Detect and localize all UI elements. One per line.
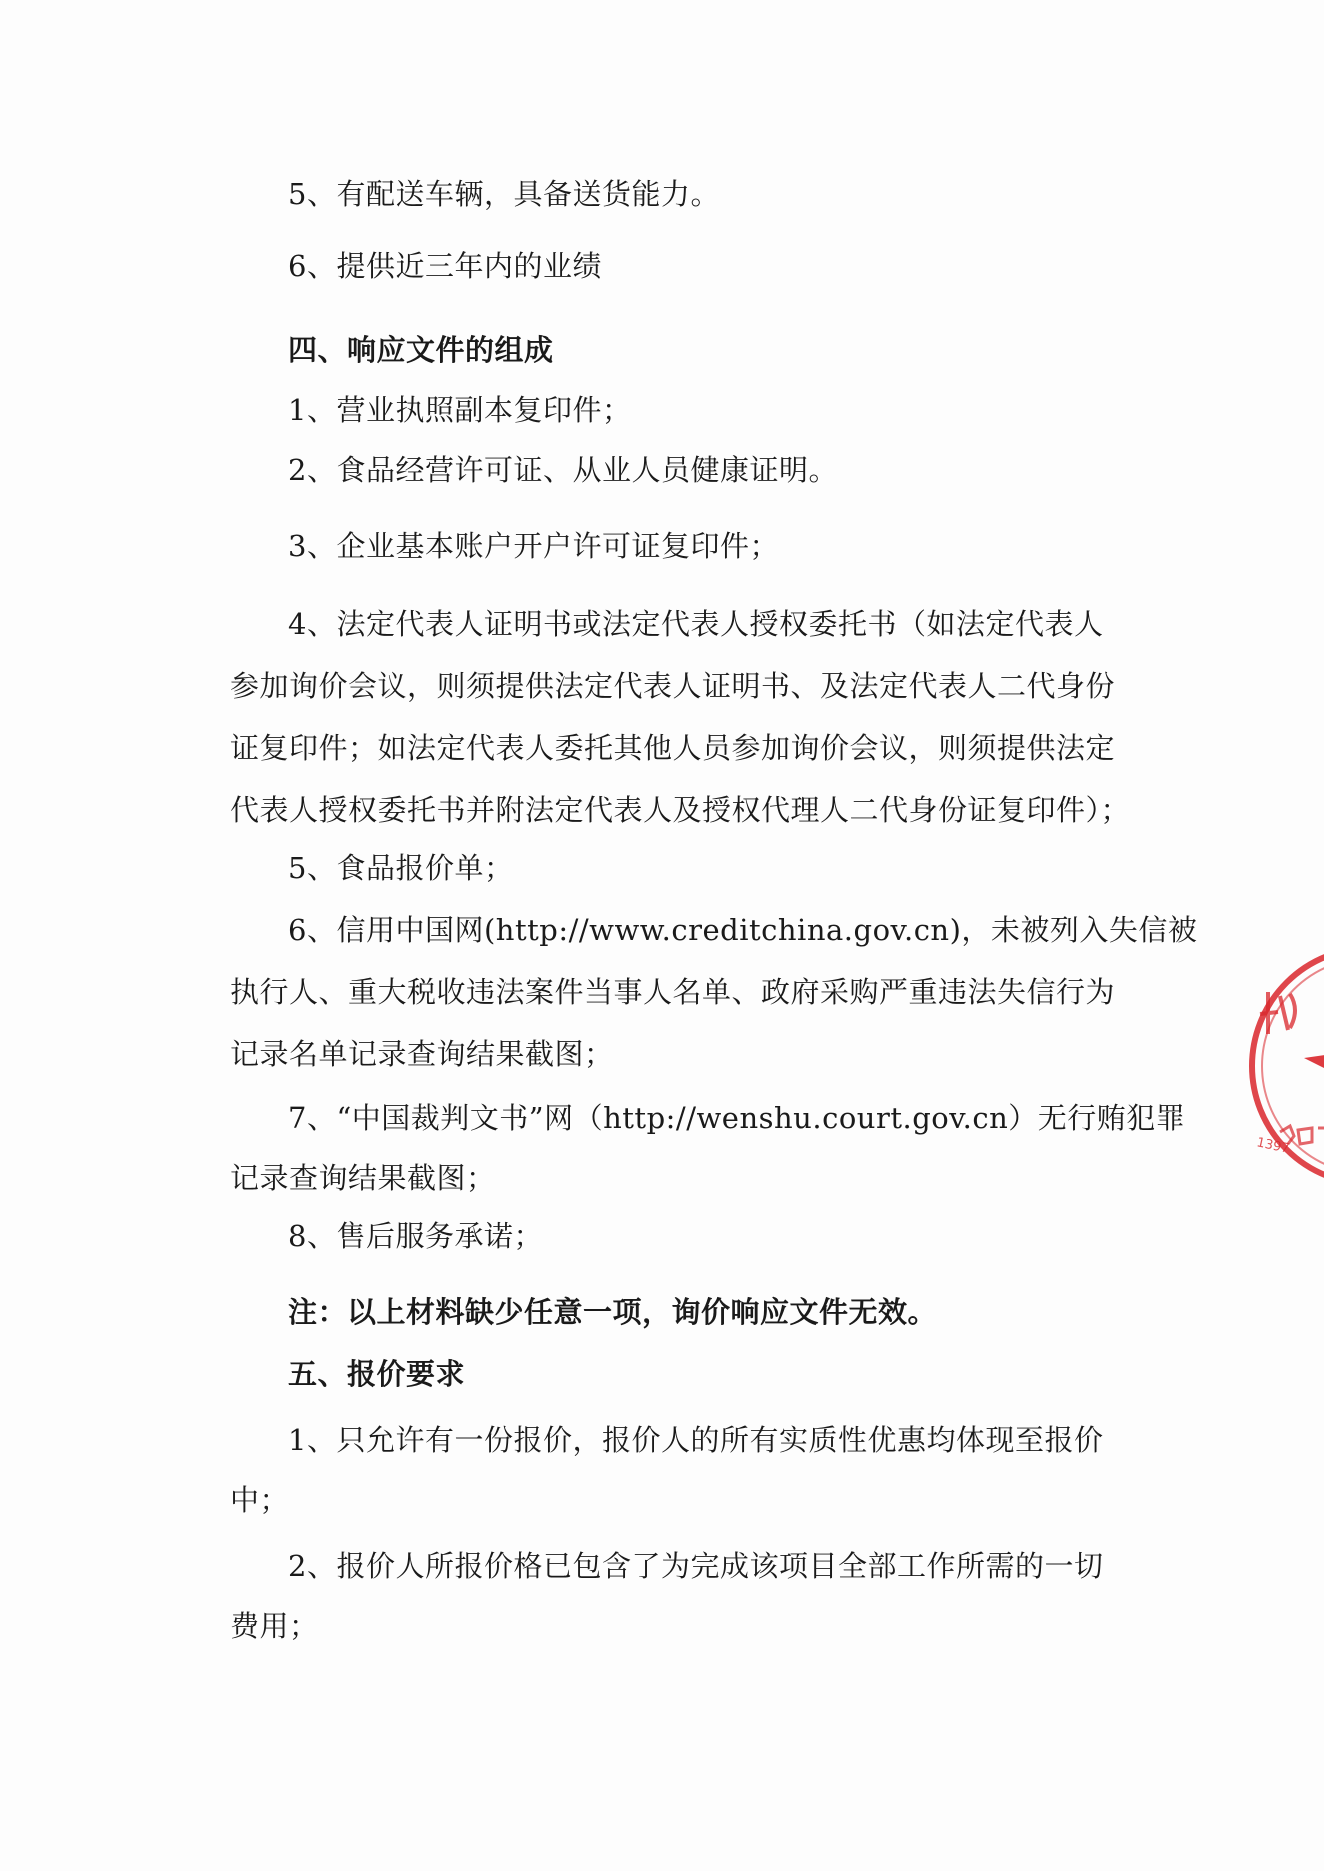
document-item-4-line-3: 证复印件；如法定代表人委托其他人员参加询价会议，则须提供法定: [230, 731, 1116, 765]
seal-number: 1397: [1255, 1135, 1291, 1157]
quote-requirement-2-line-1: 2、报价人所报价格已包含了为完成该项目全部工作所需的一切: [288, 1549, 1104, 1583]
document-item-4-line-1: 4、法定代表人证明书或法定代表人授权委托书（如法定代表人: [288, 607, 1104, 641]
quote-requirement-1-line-2: 中；: [230, 1483, 290, 1517]
document-item-4-line-2: 参加询价会议，则须提供法定代表人证明书、及法定代表人二代身份: [230, 669, 1116, 703]
requirement-5: 5、有配送车辆，具备送货能力。: [288, 177, 720, 211]
document-item-6-line-3: 记录名单记录查询结果截图；: [230, 1037, 614, 1071]
document-item-1: 1、营业执照副本复印件；: [288, 393, 632, 427]
document-item-7-line-2: 记录查询结果截图；: [230, 1161, 496, 1195]
quote-requirement-2-line-2: 费用；: [230, 1609, 319, 1643]
quote-requirement-1-line-1: 1、只允许有一份报价，报价人的所有实质性优惠均体现至报价: [288, 1423, 1104, 1457]
document-item-6-line-2: 执行人、重大税收违法案件当事人名单、政府采购严重违法失信行为: [230, 975, 1116, 1009]
document-item-6-line-1: 6、信用中国网(http://www.creditchina.gov.cn)，未被列入失信被: [288, 913, 1198, 947]
section-heading-4: 四、响应文件的组成: [288, 333, 554, 367]
document-item-7-line-1: 7、“中国裁判文书”网（http://wenshu.court.gov.cn）无行贿犯罪: [288, 1101, 1186, 1135]
requirement-6: 6、提供近三年内的业绩: [288, 249, 602, 283]
document-item-8: 8、售后服务承诺；: [288, 1219, 543, 1253]
official-seal: [1238, 934, 1324, 1199]
document-item-2: 2、食品经营许可证、从业人员健康证明。: [288, 453, 838, 487]
note: 注：以上材料缺少任意一项，询价响应文件无效。: [288, 1295, 938, 1329]
document-item-5: 5、食品报价单；: [288, 851, 514, 885]
document-item-4-line-4: 代表人授权委托书并附法定代表人及授权代理人二代身份证复印件）；: [230, 793, 1131, 827]
document-item-3: 3、企业基本账户开户许可证复印件；: [288, 529, 779, 563]
section-heading-5: 五、报价要求: [288, 1357, 466, 1391]
